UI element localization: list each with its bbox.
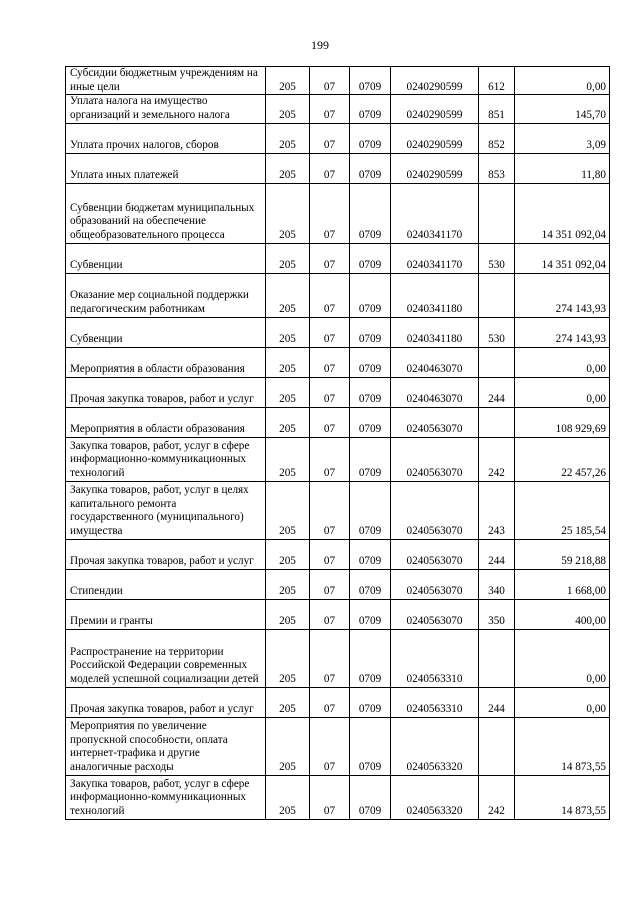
- table-row: [66, 407, 610, 437]
- row-expense-kind: [479, 629, 515, 687]
- row-admin-code: 205: [266, 273, 310, 317]
- row-subsection-code: 0709: [350, 153, 391, 183]
- budget-table: [65, 66, 610, 820]
- row-target-code: 0240341180: [391, 273, 479, 317]
- table-row: [66, 629, 610, 687]
- row-amount: 274 143,93: [515, 273, 610, 317]
- row-amount: 14 351 092,04: [515, 243, 610, 273]
- row-subsection-code: 0709: [350, 437, 391, 481]
- row-subsection-code: 0709: [350, 347, 391, 377]
- table-row: [66, 317, 610, 347]
- row-amount: 0,00: [515, 629, 610, 687]
- row-target-code: 0240563070: [391, 437, 479, 481]
- row-expense-kind: [479, 407, 515, 437]
- row-name: Субвенции: [66, 243, 266, 273]
- row-section-code: 07: [310, 67, 350, 95]
- row-expense-kind: 242: [479, 437, 515, 481]
- row-target-code: 0240563070: [391, 539, 479, 569]
- row-expense-kind: 244: [479, 539, 515, 569]
- row-amount: 1 668,00: [515, 569, 610, 599]
- row-amount: 59 218,88: [515, 539, 610, 569]
- row-name: Мероприятия по увеличение пропускной способности, оплата интернет-трафика и другие аналогичные расходы: [66, 717, 266, 775]
- row-section-code: 07: [310, 629, 350, 687]
- row-expense-kind: [479, 273, 515, 317]
- row-section-code: 07: [310, 539, 350, 569]
- row-section-code: 07: [310, 717, 350, 775]
- row-subsection-code: 0709: [350, 95, 391, 123]
- row-section-code: 07: [310, 317, 350, 347]
- table-row: [66, 95, 610, 123]
- row-amount: 25 185,54: [515, 481, 610, 539]
- row-admin-code: 205: [266, 183, 310, 243]
- row-name: Закупка товаров, работ, услуг в целях капитального ремонта государственного (муниципального) имущества: [66, 481, 266, 539]
- row-name: Оказание мер социальной поддержки педагогическим работникам: [66, 273, 266, 317]
- row-section-code: 07: [310, 243, 350, 273]
- row-admin-code: 205: [266, 67, 310, 95]
- row-admin-code: 205: [266, 407, 310, 437]
- table-row: [66, 123, 610, 153]
- row-section-code: 07: [310, 273, 350, 317]
- row-subsection-code: 0709: [350, 717, 391, 775]
- row-expense-kind: 244: [479, 687, 515, 717]
- row-section-code: 07: [310, 569, 350, 599]
- row-amount: 14 873,55: [515, 775, 610, 819]
- row-name: Субвенции бюджетам муниципальных образований на обеспечение общеобразовательного процесса: [66, 183, 266, 243]
- row-admin-code: 205: [266, 123, 310, 153]
- row-subsection-code: 0709: [350, 243, 391, 273]
- table-row: [66, 539, 610, 569]
- row-admin-code: 205: [266, 437, 310, 481]
- row-target-code: 0240463070: [391, 347, 479, 377]
- row-target-code: 0240563070: [391, 569, 479, 599]
- row-subsection-code: 0709: [350, 629, 391, 687]
- table-row: [66, 687, 610, 717]
- row-expense-kind: [479, 717, 515, 775]
- row-amount: 0,00: [515, 347, 610, 377]
- row-target-code: 0240290599: [391, 153, 479, 183]
- row-expense-kind: 851: [479, 95, 515, 123]
- row-subsection-code: 0709: [350, 123, 391, 153]
- row-subsection-code: 0709: [350, 599, 391, 629]
- row-target-code: 0240341170: [391, 243, 479, 273]
- row-name: Субсидии бюджетным учреждениям на иные цели: [66, 67, 266, 95]
- row-amount: 108 929,69: [515, 407, 610, 437]
- row-expense-kind: 530: [479, 317, 515, 347]
- row-name: Стипендии: [66, 569, 266, 599]
- row-expense-kind: 242: [479, 775, 515, 819]
- row-expense-kind: 853: [479, 153, 515, 183]
- row-amount: 0,00: [515, 67, 610, 95]
- row-name: Закупка товаров, работ, услуг в сфере информационно-коммуникационных технологий: [66, 775, 266, 819]
- row-admin-code: 205: [266, 775, 310, 819]
- row-admin-code: 205: [266, 243, 310, 273]
- row-admin-code: 205: [266, 481, 310, 539]
- row-amount: 145,70: [515, 95, 610, 123]
- row-amount: 22 457,26: [515, 437, 610, 481]
- row-target-code: 0240463070: [391, 377, 479, 407]
- row-name: Распространение на территории Российской Федерации современных моделей успешной социализации детей: [66, 629, 266, 687]
- row-admin-code: 205: [266, 317, 310, 347]
- row-target-code: 0240563320: [391, 717, 479, 775]
- row-admin-code: 205: [266, 687, 310, 717]
- row-amount: 0,00: [515, 687, 610, 717]
- row-name: Мероприятия в области образования: [66, 407, 266, 437]
- row-name: Уплата прочих налогов, сборов: [66, 123, 266, 153]
- table-row: [66, 717, 610, 775]
- row-section-code: 07: [310, 775, 350, 819]
- row-expense-kind: 340: [479, 569, 515, 599]
- table-row: [66, 243, 610, 273]
- row-expense-kind: 350: [479, 599, 515, 629]
- row-target-code: 0240290599: [391, 123, 479, 153]
- row-amount: 14 873,55: [515, 717, 610, 775]
- row-admin-code: 205: [266, 95, 310, 123]
- row-name: Субвенции: [66, 317, 266, 347]
- table-row: [66, 481, 610, 539]
- row-subsection-code: 0709: [350, 687, 391, 717]
- table-row: [66, 599, 610, 629]
- row-target-code: 0240563310: [391, 687, 479, 717]
- row-admin-code: 205: [266, 539, 310, 569]
- row-subsection-code: 0709: [350, 775, 391, 819]
- row-subsection-code: 0709: [350, 407, 391, 437]
- row-section-code: 07: [310, 377, 350, 407]
- row-subsection-code: 0709: [350, 539, 391, 569]
- row-expense-kind: 243: [479, 481, 515, 539]
- row-section-code: 07: [310, 687, 350, 717]
- row-subsection-code: 0709: [350, 183, 391, 243]
- row-subsection-code: 0709: [350, 569, 391, 599]
- row-amount: 0,00: [515, 377, 610, 407]
- row-name: Уплата иных платежей: [66, 153, 266, 183]
- row-amount: 400,00: [515, 599, 610, 629]
- row-subsection-code: 0709: [350, 481, 391, 539]
- table-row: [66, 377, 610, 407]
- row-subsection-code: 0709: [350, 67, 391, 95]
- table-row: [66, 437, 610, 481]
- row-section-code: 07: [310, 123, 350, 153]
- row-section-code: 07: [310, 183, 350, 243]
- row-target-code: 0240563070: [391, 481, 479, 539]
- row-section-code: 07: [310, 95, 350, 123]
- row-name: Прочая закупка товаров, работ и услуг: [66, 377, 266, 407]
- page-number: 199: [311, 38, 329, 52]
- row-admin-code: 205: [266, 717, 310, 775]
- row-expense-kind: 852: [479, 123, 515, 153]
- row-name: Премии и гранты: [66, 599, 266, 629]
- table-row: [66, 775, 610, 819]
- row-name: Мероприятия в области образования: [66, 347, 266, 377]
- row-subsection-code: 0709: [350, 377, 391, 407]
- row-expense-kind: [479, 347, 515, 377]
- table-row: [66, 67, 610, 95]
- row-name: Прочая закупка товаров, работ и услуг: [66, 687, 266, 717]
- row-admin-code: 205: [266, 347, 310, 377]
- row-expense-kind: 612: [479, 67, 515, 95]
- row-section-code: 07: [310, 481, 350, 539]
- row-expense-kind: 530: [479, 243, 515, 273]
- row-target-code: 0240563070: [391, 407, 479, 437]
- row-target-code: 0240563070: [391, 599, 479, 629]
- table-row: [66, 569, 610, 599]
- row-section-code: 07: [310, 347, 350, 377]
- row-amount: 3,09: [515, 123, 610, 153]
- row-section-code: 07: [310, 153, 350, 183]
- row-target-code: 0240290599: [391, 67, 479, 95]
- row-amount: 14 351 092,04: [515, 183, 610, 243]
- row-target-code: 0240341180: [391, 317, 479, 347]
- row-target-code: 0240563320: [391, 775, 479, 819]
- row-name: Прочая закупка товаров, работ и услуг: [66, 539, 266, 569]
- row-section-code: 07: [310, 599, 350, 629]
- row-target-code: 0240563310: [391, 629, 479, 687]
- row-subsection-code: 0709: [350, 317, 391, 347]
- row-admin-code: 205: [266, 629, 310, 687]
- row-admin-code: 205: [266, 377, 310, 407]
- row-target-code: 0240341170: [391, 183, 479, 243]
- table-row: [66, 273, 610, 317]
- row-section-code: 07: [310, 407, 350, 437]
- row-amount: 11,80: [515, 153, 610, 183]
- row-target-code: 0240290599: [391, 95, 479, 123]
- row-amount: 274 143,93: [515, 317, 610, 347]
- row-admin-code: 205: [266, 569, 310, 599]
- row-name: Уплата налога на имущество организаций и земельного налога: [66, 95, 266, 123]
- row-expense-kind: 244: [479, 377, 515, 407]
- row-admin-code: 205: [266, 599, 310, 629]
- row-expense-kind: [479, 183, 515, 243]
- table-row: [66, 347, 610, 377]
- row-admin-code: 205: [266, 153, 310, 183]
- row-section-code: 07: [310, 437, 350, 481]
- table-row: [66, 153, 610, 183]
- row-name: Закупка товаров, работ, услуг в сфере информационно-коммуникационных технологий: [66, 437, 266, 481]
- row-subsection-code: 0709: [350, 273, 391, 317]
- table-row: [66, 183, 610, 243]
